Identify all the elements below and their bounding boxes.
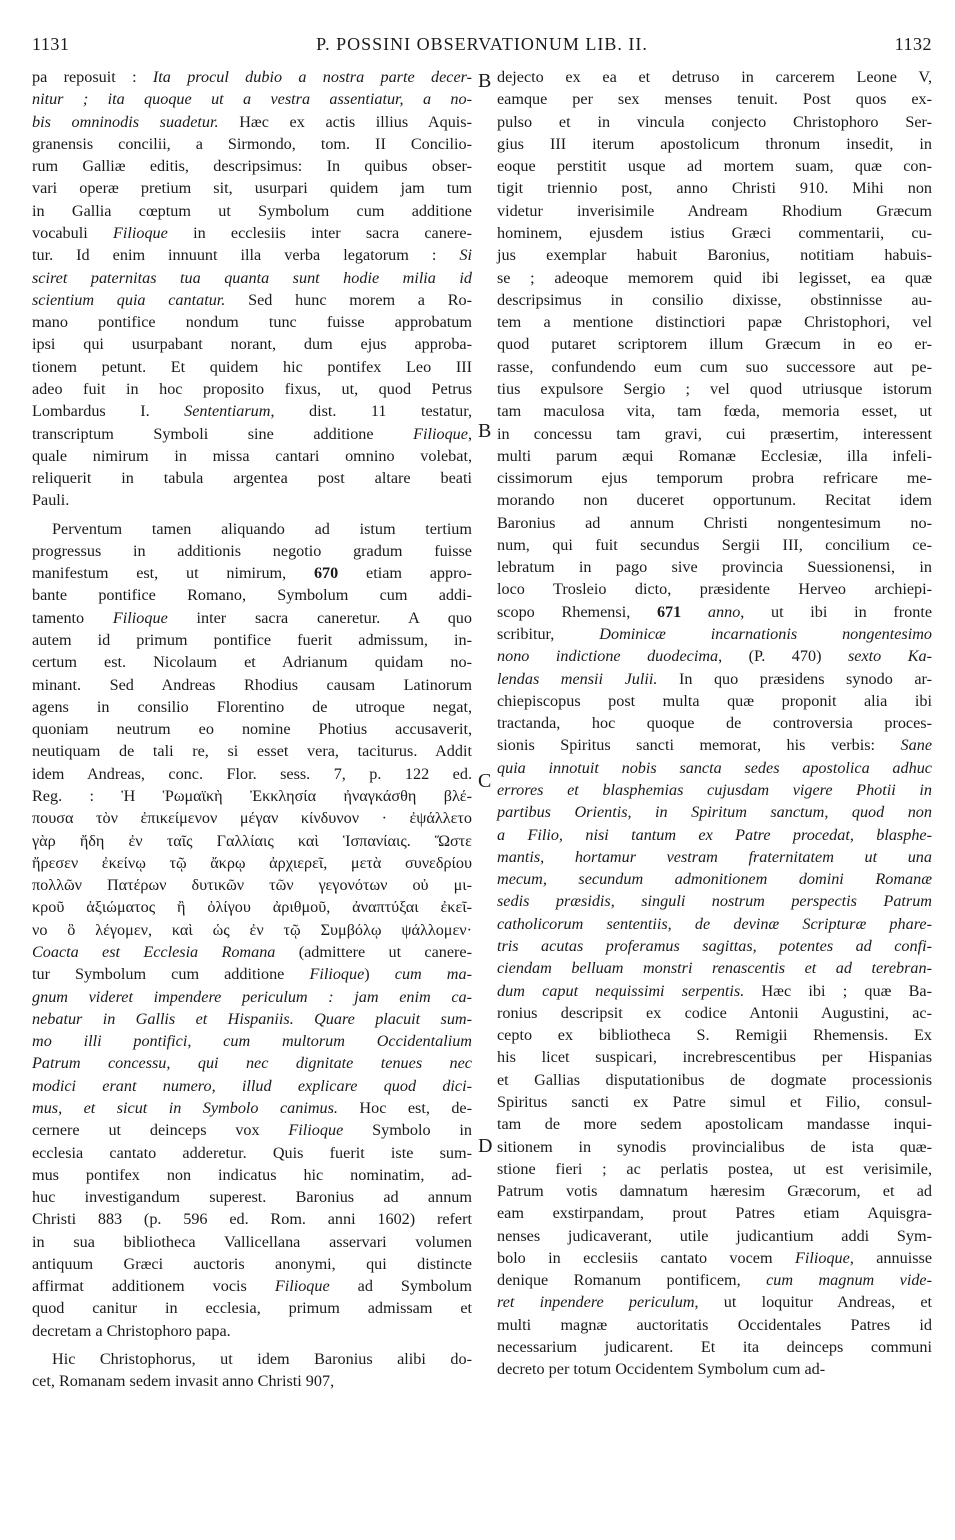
text-line: tionem petunt. Et quidem hic pontifex Leo III — [32, 357, 472, 376]
text-line: morando non duceret opportunum. Recitat idem — [497, 491, 932, 510]
running-title: P. POSSINI OBSERVATIONUM LIB. II. — [316, 34, 648, 54]
text-line: sionis Spiritus sancti memorat, his verbis: Sane — [497, 736, 932, 755]
text-line: agens in consilio Florentino de utroque negat, — [32, 697, 472, 716]
left-paragraph-2 — [32, 518, 472, 1342]
text-line: Christi 883 (p. 596 ed. Rom. anni 1602) refert — [32, 1210, 472, 1229]
text-line: chiepiscopus post multa quæ proponit alia ibi — [497, 691, 932, 710]
text-line: eam exstirpandam, prout Patres etiam Aquisgra- — [497, 1204, 932, 1223]
text-line: in sua bibliotheca Vallicellana asservari volumen — [32, 1232, 472, 1251]
text-line: quoniam neutrum eo nomine Photius accusaverit, — [32, 720, 472, 739]
text-line: quod canitur in ecclesia, primum admissam et — [32, 1299, 472, 1318]
text-line: bante pontifice Romano, Symbolum cum addi- — [32, 586, 472, 605]
text-line: decreto per totum Occidentem Symbolum cum ad- — [497, 1360, 826, 1379]
text-line: modici erant numero, illud explicare quod dici- — [32, 1076, 472, 1095]
text-line: sitionem in synodis provincialibus de ista quæ- — [497, 1137, 932, 1156]
right-page-number: 1132 — [894, 34, 932, 54]
text-line: transcriptum Symboli sine additione Filioque, — [32, 424, 472, 443]
margin-letter-c: C — [478, 770, 492, 792]
text-line: autem id primum pontifice fuerit admissum, in- — [32, 631, 472, 650]
text-line: lendas mensii Julii. In quo præsidens synodo ar- — [497, 669, 932, 688]
text-line: huc investigandum superest. Baronius ad annum — [32, 1188, 472, 1207]
text-line: mus, et sicut in Symbolo canimus. Hoc est, de- — [32, 1098, 472, 1117]
text-line: bolo in ecclesiis cantato vocem Filioque, annuisse — [497, 1248, 932, 1267]
right-paragraph-1 — [497, 66, 932, 1381]
text-line: descripsimus in consilio dixisse, obstinnisse au- — [497, 290, 932, 309]
text-line: Spiritus sancti ex Patre simul et Filio, consul- — [497, 1092, 932, 1111]
text-line: decretam a Christophoro papa. — [32, 1321, 231, 1340]
text-line: mecum, secundum admonitionem domini Romanæ — [497, 870, 932, 889]
text-line: Reg. : Ἡ Ῥωμαϊκὴ Ἐκκλησία ἠναγκάσθη βλέ- — [32, 787, 472, 805]
text-line: catholicorum sententiis, de devinæ Scripturæ phare- — [497, 914, 932, 933]
text-line: tractanda, hoc quoque de controversia proces- — [497, 714, 932, 733]
text-line: jus exemplar habuit Baronius, notitiam habuis- — [497, 246, 932, 265]
left-column — [32, 66, 472, 1393]
text-line: Baronius ad annum Christi nongentesimum no- — [497, 513, 932, 532]
text-line: a Filio, nisi tantum ex Patre procedat, blasphe- — [497, 825, 932, 844]
text-line: manifestum est, ut nimirum, 670 etiam appro- — [32, 564, 472, 583]
text-line: mano pontifice nondum tunc fuisse approbatum — [32, 313, 472, 332]
text-line: tem a mentione distinctiori papæ Christophori, vel — [497, 313, 932, 332]
text-line: Patrum votis damnatum hæresim Græcorum, et ad — [497, 1182, 932, 1201]
text-line: nenses judicaverant, utile judicantium addi Sym- — [497, 1226, 932, 1245]
text-line: tam de more sedem apostolicam mandasse inqui- — [497, 1115, 932, 1134]
text-line: sedis præsidis, singuli nostrum perspectis Patrum — [497, 892, 932, 911]
text-line: tur Symbolum cum additione Filioque) cum ma- — [32, 965, 472, 984]
text-line: tam maculosa vita, tam fœda, memoria esset, ut — [497, 402, 932, 421]
text-line: se ; adeoque memorem quid ibi legisset, ea quæ — [497, 268, 932, 287]
text-line: tur. Id enim innuunt illa verba legatorum : Si — [32, 246, 472, 265]
text-line: ecclesia cantato adderetur. Quis fuerit iste sum- — [32, 1143, 472, 1162]
running-header — [32, 30, 932, 60]
text-line: vocabuli Filioque in ecclesiis inter sacra canere- — [32, 223, 472, 242]
text-line: cepto ex bibliotheca S. Remigii Rhemensis. Ex — [497, 1026, 932, 1045]
text-line: gius III iterum apostolicum thronum insedit, in — [497, 134, 932, 153]
text-line: reliquerit in tabula argentea post altare beati — [32, 469, 472, 488]
text-line: cissimorum ejus temporum probra refricare me- — [497, 469, 932, 488]
text-line: stione fieri ; ac perlatis postea, ut est verisimile, — [497, 1159, 932, 1178]
text-line: sciret paternitas tua quanta sunt hodie milia id — [32, 268, 472, 287]
text-line: scribitur, Dominicæ incarnationis nongentesimo — [497, 625, 932, 644]
text-line: in concessu tam gravi, cui præsertim, interessent — [497, 424, 932, 443]
text-line: cernere ut deinceps vox Filioque Symbolo in — [32, 1121, 472, 1140]
text-line: errores et blasphemias cujusdam vigere Photii in — [497, 781, 932, 799]
margin-letter-d: D — [478, 1135, 493, 1157]
text-line: ciendam belluam monstri renascentis et ad terebran- — [497, 959, 932, 978]
text-line: bis omninodis suadetur. Hæc ex actis illius Aquis- — [32, 112, 472, 131]
text-line: Pauli. — [32, 491, 70, 510]
text-line: tris acutas proferamus sagittas, potentes ad confi- — [497, 936, 932, 955]
text-line: eamque per sex menses tenuit. Post quos ex- — [497, 90, 932, 109]
text-line: adeo fuit in hoc proposito fixus, ut, quod Petrus — [32, 379, 472, 398]
text-line: idem Andreas, conc. Flor. sess. 7, p. 122 ed. — [32, 764, 472, 783]
text-line: scientium quia cantatur. Sed hunc morem a Ro- — [32, 290, 472, 309]
text-line: Patrum concessu, qui nec dignitate tenues nec — [32, 1054, 472, 1073]
text-line: πουσα τὸν ἐπικείμενον μέγαν κίνδυνον · ἐψάλλετο — [32, 809, 472, 828]
text-line: scopo Rhemensi, 671 anno, ut ibi in fronte — [497, 602, 932, 621]
text-line: quale nimirum in missa cantari omnino volebat, — [32, 446, 472, 465]
text-line: lebratum in pago sive provincia Suessionensi, in — [497, 558, 932, 577]
text-line: γὰρ ἤδη ἐν ταῖς Γαλλίαις καὶ Ἱσπανίαις. Ὥστε — [32, 831, 472, 850]
text-line: πολλῶν Πατέρων δυτικῶν τῶν γεγονότων οὐ μι- — [32, 876, 472, 895]
text-line: Perventum tamen aliquando ad istum tertium — [52, 519, 472, 538]
text-line: gnum videret impendere periculum : jam enim ca- — [32, 987, 472, 1006]
text-line: dum caput nequissimi serpentis. Hæc ibi ; quæ Ba- — [497, 981, 932, 1000]
text-line: Lombardus I. Sententiarum, dist. 11 testatur, — [32, 402, 472, 421]
left-paragraph-1 — [32, 66, 472, 512]
text-line: rasse, confundendo eum cum suo successore aut pe- — [497, 357, 932, 376]
text-line: ἤρεσεν ἐκείνῳ τῷ ἄκρῳ ἀρχιερεῖ, μετὰ συνεδρίου — [32, 853, 472, 872]
text-line: cet, Romanam sedem invasit anno Christi 907, — [32, 1372, 335, 1391]
text-line: et Gallias disputationibus de dogmate processionis — [497, 1070, 932, 1089]
text-line: vari operæ pretium sit, usurpari quidem jam tum — [32, 179, 472, 198]
text-line: mantis, hortamur vestram fraternitatem ut una — [497, 847, 932, 866]
text-line: mo illi pontifici, cum multorum Occidentalium — [32, 1032, 472, 1051]
text-line: Coacta est Ecclesia Romana (admittere ut canere- — [32, 942, 472, 961]
text-line: partibus Orientis, in Spiritum sanctum, quod non — [497, 803, 932, 822]
text-line: his licet suspicari, increbrescentibus per Hispanias — [497, 1048, 932, 1067]
text-line: Hic Christophorus, ut idem Baronius alibi do- — [52, 1350, 472, 1369]
text-line: tius expulsore Sergio ; vel quod utriusque istorum — [497, 379, 932, 398]
text-line: antiquum Græci auctoris anonymi, qui distincte — [32, 1254, 472, 1273]
left-paragraph-3 — [32, 1348, 472, 1393]
text-line: progressus in additionis negotio gradum fuisse — [32, 541, 472, 560]
text-line: ipsi qui usurpabant norant, dum ejus approba- — [32, 335, 472, 354]
margin-letter-b-top: B — [478, 70, 492, 92]
text-line: rum Galliæ editis, descripsimus: In quibus obser- — [32, 157, 472, 176]
text-line: multi parum æqui Romanæ Ecclesiæ, illa infeli- — [497, 446, 932, 465]
text-line: videtur inverisimile Andream Rhodium Græcum — [497, 201, 932, 220]
text-line: dejecto ex ea et detruso in carcerem Leone V, — [497, 68, 932, 86]
text-line: minant. Sed Andreas Rhodius causam Latinorum — [32, 675, 472, 694]
text-line: ronius descripsit ex codice Antonii Augustini, ac- — [497, 1003, 932, 1022]
text-line: neutiquam de tali re, si esset vera, taciturus. Addit — [32, 742, 472, 761]
text-line: quia innotuit nobis sancta sedes apostolica adhuc — [497, 758, 932, 777]
text-line: nitur ; ita quoque ut a vestra assentiatur, a no- — [32, 90, 472, 109]
text-line: num, qui fuit secundus Sergii III, concilium ce- — [497, 535, 932, 554]
text-line: certum est. Nicolaum et Adrianum quidam no- — [32, 653, 472, 672]
text-line: tigit triennio post, anno Christi 910. Mihi non — [497, 179, 932, 198]
text-line: pa reposuit : Ita procul dubio a nostra parte decer- — [32, 68, 472, 86]
text-line: mus pontifex non indicatus hic nominatim, ad- — [32, 1165, 472, 1184]
text-line: affirmat additionem vocis Filioque ad Symbolum — [32, 1277, 472, 1296]
text-line: eoque perstitit usque ad mortem suam, quæ con- — [497, 157, 932, 176]
text-line: in Gallia cœptum ut Symbolum cum additione — [32, 201, 472, 220]
text-line: quod putaret scriptorem illum Græcum in eo er- — [497, 335, 932, 354]
text-line: hominem, ejusdem istius Græci commentarii, cu- — [497, 223, 932, 242]
text-line: tamento Filioque inter sacra caneretur. A quo — [32, 608, 472, 627]
margin-letter-b-middle: B — [478, 420, 492, 442]
text-line: multi magnæ auctoritatis Occidentales Patres id — [497, 1315, 932, 1334]
left-page-number: 1131 — [32, 34, 70, 54]
text-line: nono indictione duodecima, (P. 470) sexto Ka- — [497, 647, 932, 666]
text-line: κροῦ ἀξιώματος ἢ ὀλίγου ἀριθμοῦ, ἀναπτύξαι ἐκεῖ- — [32, 898, 472, 917]
text-line: pulso et in vincula conjecto Christophoro Ser- — [497, 112, 932, 131]
text-line: nebatur in Gallis et Hispaniis. Quare placuit sum- — [32, 1009, 472, 1028]
text-line: necessarium judicarent. Et ita deinceps communi — [497, 1338, 932, 1357]
text-line: loco Trosleio dicto, præsidente Herveo archiepi- — [497, 580, 932, 599]
right-column — [497, 66, 932, 1381]
text-line: granensis concilii, a Sirmondo, tom. II Concilio- — [32, 134, 472, 153]
text-line: denique Romanum pontificem, cum magnum vide- — [497, 1271, 933, 1290]
text-line: νο ὃ λέγομεν, καὶ ὡς ἐν τῷ Συμβόλῳ ψάλλομεν· — [32, 920, 472, 939]
text-line: ret inpendere periculum, ut loquitur Andreas, et — [497, 1293, 932, 1312]
